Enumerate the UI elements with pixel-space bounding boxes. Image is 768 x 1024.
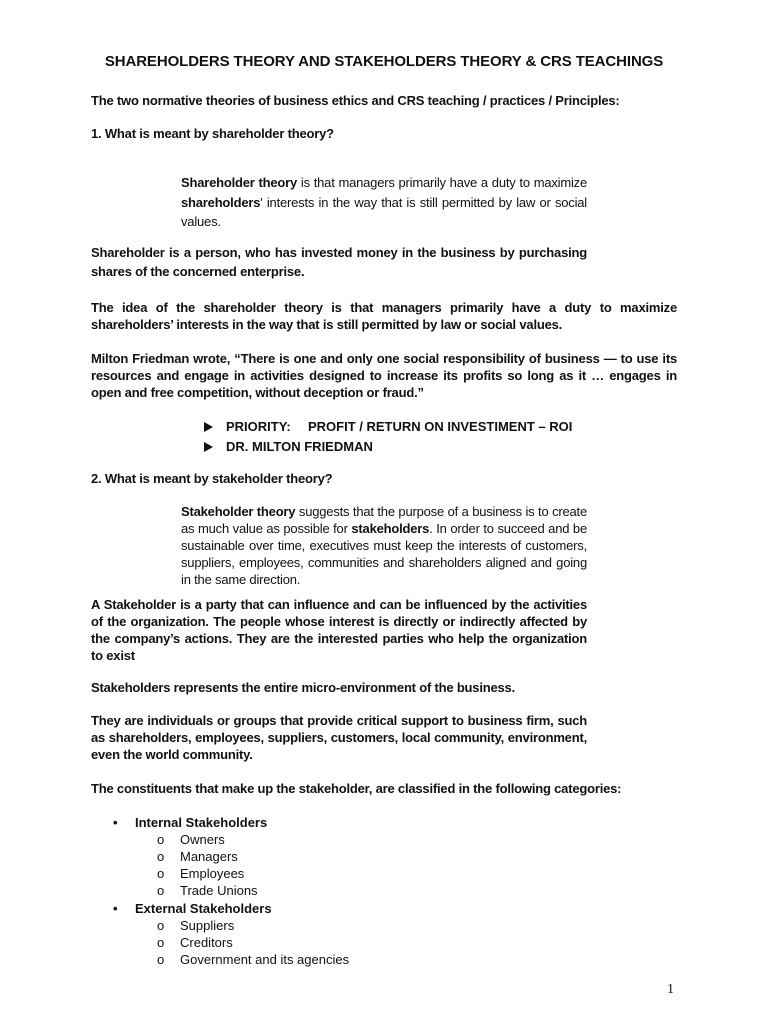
internal-stakeholders-item bbox=[113, 814, 267, 831]
circle-bullet-icon: o bbox=[157, 883, 165, 898]
shareholder-theory-definition bbox=[181, 173, 587, 232]
friedman-quote-para: Milton Friedman wrote, “There is one and only one social responsibility of business — to use its resources and engage in activities designed to increase its profits so long as it … engages in open and free competition, without deception or fraud.” bbox=[91, 351, 677, 400]
priority-value: PROFIT / RETURN ON INVESTIMENT – ROI bbox=[308, 419, 573, 434]
friedman-item bbox=[204, 438, 373, 455]
arrow-bullet-icon bbox=[204, 442, 213, 452]
stakeholders-term: stakeholders bbox=[351, 521, 430, 536]
circle-bullet-icon: o bbox=[157, 832, 165, 847]
circle-bullet-icon: o bbox=[157, 866, 165, 881]
shareholder-theory-text2: ' interests in the way that is still permitted by law or social values. bbox=[181, 194, 587, 229]
document-title: SHAREHOLDERS THEORY AND STAKEHOLDERS THEORY & CRS TEACHINGS bbox=[104, 53, 664, 70]
shareholders-term: shareholders bbox=[181, 194, 261, 210]
list-item bbox=[157, 951, 349, 968]
external-item-creditors: Creditors bbox=[180, 935, 233, 950]
internal-item-employees: Employees bbox=[180, 866, 245, 881]
friedman-name: DR. MILTON FRIEDMAN bbox=[226, 439, 373, 454]
stakeholder-theory-term: Stakeholder theory bbox=[181, 504, 296, 519]
list-item bbox=[157, 831, 225, 848]
shareholder-person-para: Shareholder is a person, who has invested money in the business by purchasing shares of the concerned enterprise. bbox=[91, 245, 587, 279]
shareholder-theory-text1: is that managers primarily have a duty to maximize bbox=[297, 175, 587, 190]
shareholder-idea-para: The idea of the shareholder theory is that managers primarily have a duty to maximize shareholders’ interests in the way that is still permitted by law or social values. bbox=[91, 300, 677, 332]
external-stakeholders-label: External Stakeholders bbox=[135, 901, 272, 916]
bullet-dot-icon: • bbox=[113, 901, 118, 916]
circle-bullet-icon: o bbox=[157, 918, 165, 933]
question-1: 1. What is meant by shareholder theory? bbox=[91, 126, 334, 141]
priority-label: PRIORITY: bbox=[226, 419, 291, 434]
page-number: 1 bbox=[667, 982, 674, 997]
list-item bbox=[157, 848, 238, 865]
internal-item-trade-unions: Trade Unions bbox=[180, 883, 258, 898]
individuals-para: They are individuals or groups that provide critical support to business firm, such as shareholders, employees, suppliers, customers, local community, environment, even the world community. bbox=[91, 713, 587, 762]
internal-item-managers: Managers bbox=[180, 849, 238, 864]
circle-bullet-icon: o bbox=[157, 952, 165, 967]
stakeholder-theory-text2: . In order to succeed and be sustainable over time, executives must keep the interests of customers, suppliers, employees, communities and shareholders aligned and going in the same direction. bbox=[181, 521, 587, 587]
external-item-government: Government and its agencies bbox=[180, 952, 350, 967]
stakeholder-theory-text1: suggests that the purpose of a business is to create as much value as possible for bbox=[181, 504, 588, 536]
bullet-dot-icon: • bbox=[113, 815, 118, 830]
circle-bullet-icon: o bbox=[157, 935, 165, 950]
circle-bullet-icon: o bbox=[157, 849, 165, 864]
external-item-suppliers: Suppliers bbox=[180, 918, 235, 933]
list-item bbox=[157, 865, 244, 882]
stakeholder-theory-definition bbox=[181, 503, 587, 588]
list-item bbox=[157, 917, 234, 934]
internal-item-owners: Owners bbox=[180, 832, 225, 847]
list-item bbox=[157, 882, 258, 899]
stakeholder-party-para: A Stakeholder is a party that can influence and can be influenced by the activities of the organization. The people whose interest is directly or indirectly affected by the company’s actions. They are the interested parties who help the organization to exist bbox=[91, 597, 587, 663]
list-item bbox=[157, 934, 233, 951]
intro-line: The two normative theories of business ethics and CRS teaching / practices / Principles: bbox=[91, 93, 620, 108]
shareholder-theory-term: Shareholder theory bbox=[181, 175, 298, 190]
priority-item bbox=[204, 418, 572, 435]
question-2: 2. What is meant by stakeholder theory? bbox=[91, 471, 333, 486]
internal-stakeholders-label: Internal Stakeholders bbox=[135, 815, 268, 830]
external-stakeholders-item bbox=[113, 900, 272, 917]
arrow-bullet-icon bbox=[204, 422, 213, 432]
constituents-line: The constituents that make up the stakeholder, are classified in the following categories: bbox=[91, 781, 622, 796]
micro-environment-line: Stakeholders represents the entire micro-environment of the business. bbox=[91, 680, 515, 695]
